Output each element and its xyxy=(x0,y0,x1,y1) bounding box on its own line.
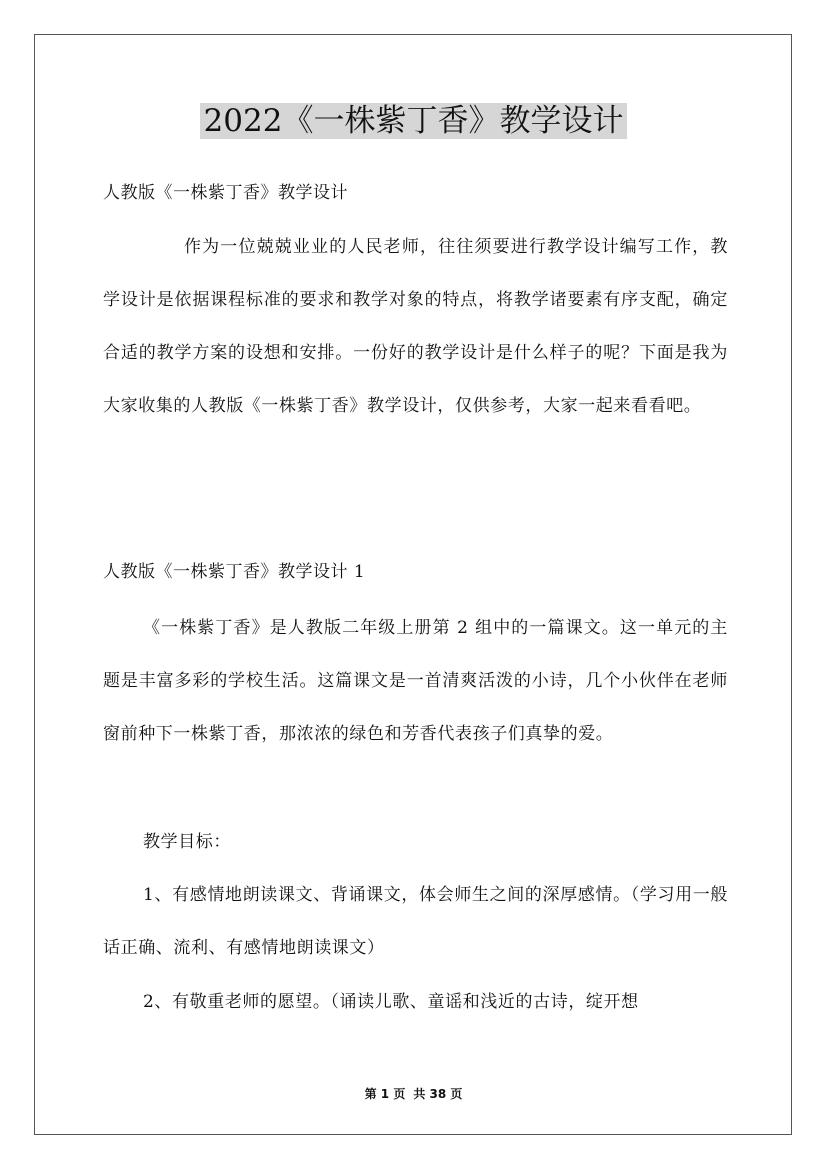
goal-item-2: 2、有敬重老师的愿望。（诵读儿歌、童谣和浅近的古诗，绽开想 xyxy=(143,992,639,1012)
intro-paragraph: 作为一位兢兢业业的人民老师，往往须要进行教学设计编写工作，教学设计是依据课程标准的要求和教学对象的特点，将教学诸要素有序支配，确定合适的教学方案的设想和安排。一份好的教学设计是什么样子的呢？下面是我为大家收集的人教版《一株紫丁香》教学设计，仅供参考，大家一起来看看吧。 xyxy=(103,237,728,416)
document-title xyxy=(0,98,827,144)
page-footer xyxy=(0,1085,827,1102)
document-title-text: 2022《一株紫丁香》教学设计 xyxy=(200,103,628,139)
goal-item-1: 1、有感情地朗读课文、背诵课文，体会师生之间的深厚感情。（学习用一般话正确、流利、有感情地朗读课文） xyxy=(103,885,728,958)
page-number: 第 1 页 xyxy=(364,1087,406,1101)
document-subtitle: 人教版《一株紫丁香》教学设计 xyxy=(103,183,348,203)
body-paragraph: 《一株紫丁香》是人教版二年级上册第 2 组中的一篇课文。这一单元的主题是丰富多彩的学校生活。这篇课文是一首清爽活泼的小诗，几个小伙伴在老师窗前种下一株紫丁香，那浓浓的绿色和芳香代表孩子们真挚的爱。 xyxy=(103,618,728,744)
section-heading: 人教版《一株紫丁香》教学设计 1 xyxy=(103,562,366,582)
goals-heading: 教学目标： xyxy=(143,832,231,852)
page-total: 共 38 页 xyxy=(413,1087,463,1101)
